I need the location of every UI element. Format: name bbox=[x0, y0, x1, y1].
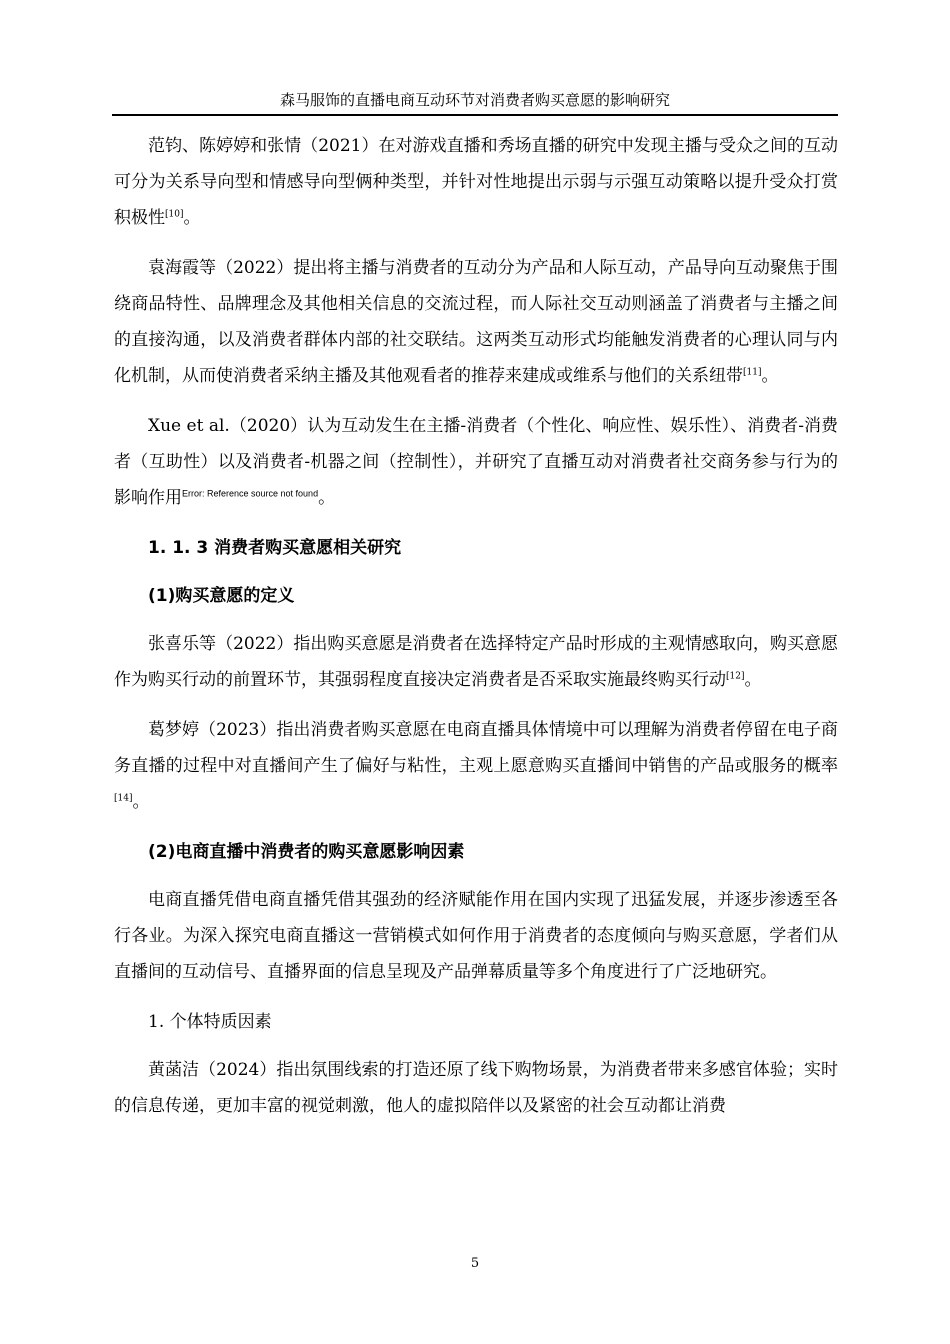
paragraph: 黄菡洁（2024）指出氛围线索的打造还原了线下购物场景，为消费者带来多感官体验；实时的信息传递，更加丰富的视觉刺激，他人的虚拟陪伴以及紧密的社会互动都让消费 bbox=[114, 1060, 838, 1116]
running-header: 森马服饰的直播电商互动环节对消费者购买意愿的影响研究 bbox=[279, 91, 670, 109]
paragraph: Xue et al.（2020）认为互动发生在主播-消费者（个性化、响应性、娱乐性）、消费者-消费者（互助性）以及消费者-机器之间（控制性），并研究了直播互动对消费者社交商务参与行为的影响作用$^{Error: Reference source not found}$。 bbox=[114, 416, 838, 508]
paragraph: 电商直播凭借电商直播凭借其强劲的经济赋能作用在国内实现了迅猛发展，并逐步渗透至各行各业。为深入探究电商直播这一营销模式如何作用于消费者的态度倾向与购买意愿，学者们从直播间的互动信号、直播界面的信息呈现及产品弹幕质量等多个角度进行了广泛地研究。 bbox=[114, 890, 838, 982]
list-item-heading: 1. 个体特质因素 bbox=[148, 1012, 272, 1032]
paragraph: 张喜乐等（2022）指出购买意愿是消费者在选择特定产品时形成的主观情感取向，购买意愿作为购买行动的前置环节，其强弱程度直接决定消费者是否采取实施最终购买行动[12]。 bbox=[114, 634, 838, 690]
header-rule bbox=[112, 114, 838, 116]
citation-ref[interactable]: [10] bbox=[165, 209, 184, 220]
broken-citation-ref: Error: Reference source not found bbox=[182, 488, 319, 499]
citation-ref[interactable]: [14] bbox=[114, 793, 133, 804]
page-body bbox=[114, 128, 838, 1138]
section-heading: 1. 1. 3 消费者购买意愿相关研究 bbox=[148, 538, 402, 558]
subsection-heading: (1)购买意愿的定义 bbox=[148, 586, 295, 606]
subsection-heading: (2)电商直播中消费者的购买意愿影响因素 bbox=[148, 842, 465, 862]
paragraph: 葛梦婷（2023）指出消费者购买意愿在电商直播具体情境中可以理解为消费者停留在电子商务直播的过程中对直播间产生了偏好与粘性，主观上愿意购买直播间中销售的产品或服务的概率[14]。 bbox=[114, 720, 838, 812]
paragraph: 范钧、陈婷婷和张情（2021）在对游戏直播和秀场直播的研究中发现主播与受众之间的互动可分为关系导向型和情感导向型俩种类型，并针对性地提出示弱与示强互动策略以提升受众打赏积极性[10]。 bbox=[114, 136, 838, 228]
citation-ref[interactable]: [11] bbox=[743, 367, 762, 378]
citation-ref[interactable]: [12] bbox=[726, 671, 745, 682]
paragraph: 袁海霞等（2022）提出将主播与消费者的互动分为产品和人际互动，产品导向互动聚焦于围绕商品特性、品牌理念及其他相关信息的交流过程，而人际社交互动则涵盖了消费者与主播之间的直接沟通，以及消费者群体内部的社交联结。这两类互动形式均能触发消费者的心理认同与内化机制，从而使消费者采纳主播及其他观看者的推荐来建成或维系与他们的关系纽带[11]。 bbox=[114, 258, 838, 386]
page-number: 5 bbox=[470, 1256, 480, 1271]
